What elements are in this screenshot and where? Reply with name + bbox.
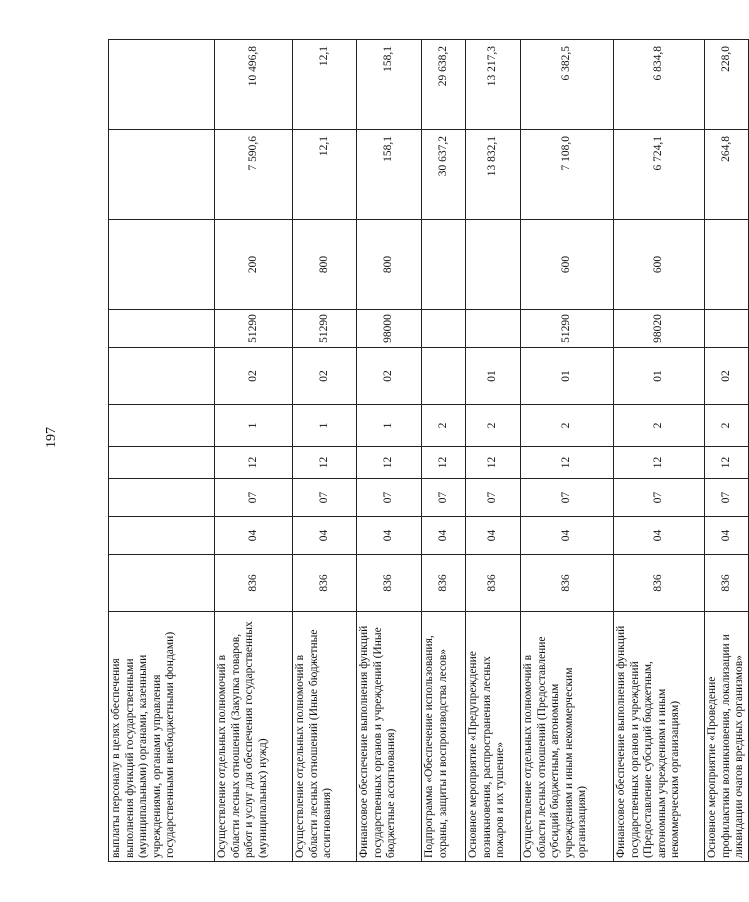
table-row — [705, 40, 749, 862]
code-sub-cell: 2 — [422, 405, 466, 447]
amount-1-cell: 6 724,1 — [614, 130, 705, 220]
code-vr-cell — [466, 220, 521, 310]
table-row — [357, 40, 422, 862]
code-rz-cell: 04 — [614, 517, 705, 555]
amount-2-cell: 13 217,3 — [466, 40, 521, 130]
amount-2-cell: 158,1 — [357, 40, 422, 130]
code-event-cell: 02 — [215, 348, 293, 405]
code-dir-cell: 51290 — [293, 310, 357, 348]
code-vr-cell: 600 — [521, 220, 614, 310]
code-event-cell: 02 — [357, 348, 422, 405]
code-rz-cell: 04 — [705, 517, 749, 555]
code-gr-cell — [109, 555, 215, 612]
code-rz-cell — [109, 517, 215, 555]
budget-table-body — [109, 40, 749, 862]
code-rz-cell: 04 — [357, 517, 422, 555]
code-pr-cell — [109, 479, 215, 517]
code-event-cell — [422, 348, 466, 405]
code-rz-cell: 04 — [521, 517, 614, 555]
code-sub-cell — [109, 405, 215, 447]
code-vr-cell — [109, 220, 215, 310]
row-name-cell: Осуществление отдельных полномочий в области лесных отношений (Закупка товаров, работ и услуг для обеспечения государственных (муниципальных) нужд) — [215, 612, 293, 862]
code-prog-cell — [109, 447, 215, 479]
amount-1-cell: 7 108,0 — [521, 130, 614, 220]
code-vr-cell — [422, 220, 466, 310]
code-pr-cell: 07 — [422, 479, 466, 517]
code-pr-cell: 07 — [614, 479, 705, 517]
code-dir-cell — [705, 310, 749, 348]
code-sub-cell: 2 — [705, 405, 749, 447]
code-sub-cell: 1 — [293, 405, 357, 447]
row-name-cell: Финансовое обеспечение выполнения функций государственных органов и учреждений (Предоставление субсидий бюджетным, автономным учреждениям и иным некоммерческим организациям) — [614, 612, 705, 862]
code-sub-cell: 2 — [614, 405, 705, 447]
row-name-cell: Осуществление отдельных полномочий в области лесных отношений (Иные бюджетные ассигнования) — [293, 612, 357, 862]
amount-2-cell: 228,0 — [705, 40, 749, 130]
budget-table-rotated — [108, 40, 746, 862]
amount-1-cell: 30 637,2 — [422, 130, 466, 220]
row-name-cell: Основное мероприятие «Проведение профилактики возникновения, локализации и ликвидации очагов вредных организмов» — [705, 612, 749, 862]
table-row — [521, 40, 614, 862]
code-gr-cell: 836 — [422, 555, 466, 612]
code-rz-cell: 04 — [466, 517, 521, 555]
amount-1-cell: 13 832,1 — [466, 130, 521, 220]
table-row — [293, 40, 357, 862]
code-prog-cell: 12 — [357, 447, 422, 479]
code-pr-cell: 07 — [293, 479, 357, 517]
code-vr-cell: 200 — [215, 220, 293, 310]
amount-1-cell: 7 590,6 — [215, 130, 293, 220]
code-rz-cell: 04 — [293, 517, 357, 555]
amount-2-cell: 10 496,8 — [215, 40, 293, 130]
code-sub-cell: 1 — [215, 405, 293, 447]
code-dir-cell — [422, 310, 466, 348]
code-event-cell: 01 — [614, 348, 705, 405]
code-gr-cell: 836 — [215, 555, 293, 612]
code-gr-cell: 836 — [293, 555, 357, 612]
code-vr-cell: 800 — [293, 220, 357, 310]
code-pr-cell: 07 — [466, 479, 521, 517]
amount-2-cell: 6 834,8 — [614, 40, 705, 130]
code-prog-cell: 12 — [614, 447, 705, 479]
budget-table — [108, 39, 749, 862]
table-row — [466, 40, 521, 862]
code-dir-cell — [109, 310, 215, 348]
table-row — [614, 40, 705, 862]
amount-1-cell: 264,8 — [705, 130, 749, 220]
code-event-cell: 01 — [521, 348, 614, 405]
code-sub-cell: 1 — [357, 405, 422, 447]
row-name-cell: выплаты персоналу в целях обеспечения выполнения функций государственными (муниципальными) органами, казенными учреждениями, органами управления государственными внебюджетными фондами) — [109, 612, 215, 862]
code-event-cell — [109, 348, 215, 405]
code-prog-cell: 12 — [293, 447, 357, 479]
code-dir-cell: 98000 — [357, 310, 422, 348]
code-prog-cell: 12 — [215, 447, 293, 479]
code-pr-cell: 07 — [705, 479, 749, 517]
table-row — [215, 40, 293, 862]
code-gr-cell: 836 — [521, 555, 614, 612]
table-row — [422, 40, 466, 862]
code-rz-cell: 04 — [215, 517, 293, 555]
code-prog-cell: 12 — [521, 447, 614, 479]
code-dir-cell: 51290 — [215, 310, 293, 348]
row-name-cell: Подпрограмма «Обеспечение использования, охраны, защиты и воспроизводства лесов» — [422, 612, 466, 862]
code-event-cell: 01 — [466, 348, 521, 405]
code-pr-cell: 07 — [357, 479, 422, 517]
amount-2-cell — [109, 40, 215, 130]
code-sub-cell: 2 — [521, 405, 614, 447]
amount-2-cell: 12,1 — [293, 40, 357, 130]
code-sub-cell: 2 — [466, 405, 521, 447]
code-prog-cell: 12 — [705, 447, 749, 479]
code-vr-cell: 800 — [357, 220, 422, 310]
code-vr-cell: 600 — [614, 220, 705, 310]
amount-2-cell: 29 638,2 — [422, 40, 466, 130]
code-event-cell: 02 — [293, 348, 357, 405]
code-gr-cell: 836 — [466, 555, 521, 612]
page-number: 197 — [44, 427, 59, 448]
code-vr-cell — [705, 220, 749, 310]
code-gr-cell: 836 — [705, 555, 749, 612]
row-name-cell: Осуществление отдельных полномочий в области лесных отношений (Предоставление субсидий бюджетным, автономным учреждениям и иным некоммерческим организациям) — [521, 612, 614, 862]
code-event-cell: 02 — [705, 348, 749, 405]
table-row — [109, 40, 215, 862]
code-dir-cell — [466, 310, 521, 348]
code-gr-cell: 836 — [357, 555, 422, 612]
amount-2-cell: 6 382,5 — [521, 40, 614, 130]
code-rz-cell: 04 — [422, 517, 466, 555]
code-gr-cell: 836 — [614, 555, 705, 612]
code-dir-cell: 51290 — [521, 310, 614, 348]
row-name-cell: Основное мероприятие «Предупреждение возникновения, распространения лесных пожаров и их тушение» — [466, 612, 521, 862]
amount-1-cell: 12,1 — [293, 130, 357, 220]
row-name-cell: Финансовое обеспечение выполнения функций государственных органов и учреждений (Иные бюджетные ассигнования) — [357, 612, 422, 862]
code-prog-cell: 12 — [422, 447, 466, 479]
code-prog-cell: 12 — [466, 447, 521, 479]
code-pr-cell: 07 — [215, 479, 293, 517]
amount-1-cell — [109, 130, 215, 220]
amount-1-cell: 158,1 — [357, 130, 422, 220]
code-dir-cell: 98020 — [614, 310, 705, 348]
code-pr-cell: 07 — [521, 479, 614, 517]
